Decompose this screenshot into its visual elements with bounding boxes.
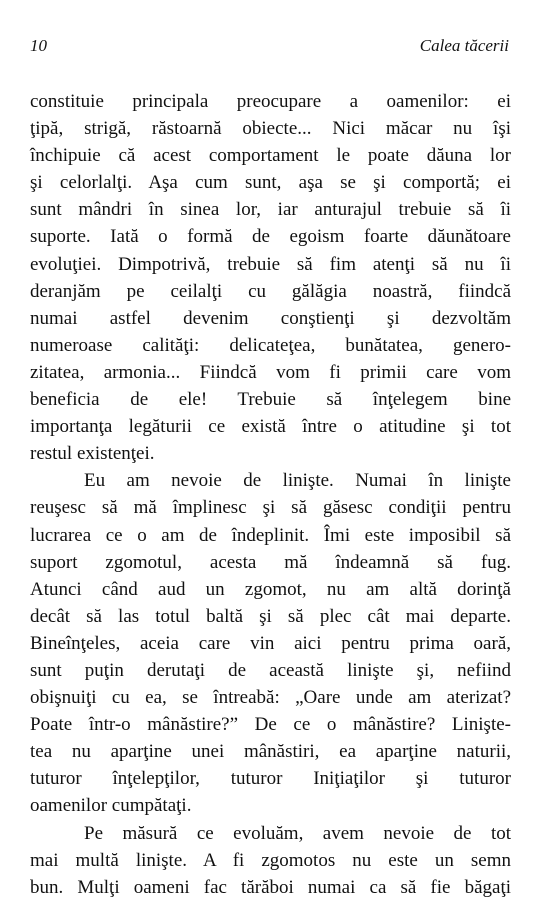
text-line: beneficia de ele! Trebuie să înţelegem bine <box>30 389 511 411</box>
text-line: Bineînţeles, aceia care vin aici pentru prima oară, <box>30 632 511 654</box>
text-line: tuturor înţelepţilor, tuturor Iniţiaţilor şi tuturor <box>30 768 511 790</box>
text-line: numai astfel devenim conştienţi şi dezvoltăm <box>30 307 511 329</box>
text-line: zitatea, armonia... Fiindcă vom fi primii care vom <box>30 361 511 383</box>
text-line: evoluţiei. Dimpotrivă, trebuie să fim atenţi să nu îi <box>30 253 511 275</box>
running-title: Calea tăcerii <box>419 36 509 55</box>
text-line: numeroase calităţi: delicateţea, bunătatea, genero- <box>30 334 511 356</box>
body-text <box>30 88 511 901</box>
paragraph-first-line: Pe măsură ce evoluăm, avem nevoie de tot <box>84 822 511 844</box>
text-line: decât să las totul baltă şi să plec cât mai departe. <box>30 605 511 627</box>
page-number: 10 <box>30 36 47 55</box>
text-line: tea nu aparţine unei mânăstiri, ea aparţine naturii, <box>30 741 511 763</box>
text-line: bun. Mulţi oameni fac tărăboi numai ca să fie băgaţi <box>30 876 511 898</box>
text-line: Poate într-o mânăstire?” De ce o mânăstire? Linişte- <box>30 714 511 736</box>
text-line: sunt mândri în sinea lor, iar anturajul trebuie să îi <box>30 199 511 221</box>
text-line: oamenilor cumpătaţi. <box>30 795 192 817</box>
text-line: obişnuiţi cu ea, se întreabă: „Oare unde am aterizat? <box>30 687 511 709</box>
text-line: ţipă, strigă, răstoarnă obiecte... Nici măcar nu îşi <box>30 118 511 140</box>
text-line: suport zgomotul, acesta mă îndeamnă să fug. <box>30 551 511 573</box>
text-line: restul existenţei. <box>30 443 155 465</box>
text-line: constituie principala preocupare a oamenilor: ei <box>30 91 511 112</box>
text-line: reuşesc să mă împlinesc şi să găsesc condiţii pentru <box>30 497 511 519</box>
paragraph-first-line: Eu am nevoie de linişte. Numai în linişte <box>84 470 511 492</box>
text-line: deranjăm pe ceilalţi cu gălăgia noastră, fiindcă <box>30 280 511 302</box>
text-line: suporte. Iată o formă de egoism foarte dăunătoare <box>30 226 511 248</box>
text-line: lucrarea ce o am de îndeplinit. Îmi este imposibil să <box>30 524 511 546</box>
text-line: şi celorlalţi. Aşa cum sunt, aşa se şi comportă; ei <box>30 172 511 194</box>
text-line: sunt puţin derutaţi de această linişte şi, nefiind <box>30 659 511 681</box>
text-line: Atunci când aud un zgomot, nu am altă dorinţă <box>30 578 511 600</box>
page-header <box>30 36 509 60</box>
text-line: mai multă linişte. A fi zgomotos nu este un semn <box>30 849 511 871</box>
text-line: închipuie că acest comportament le poate dăuna lor <box>30 145 511 167</box>
text-line: importanţa legăturii ce există între o atitudine şi tot <box>30 416 511 438</box>
